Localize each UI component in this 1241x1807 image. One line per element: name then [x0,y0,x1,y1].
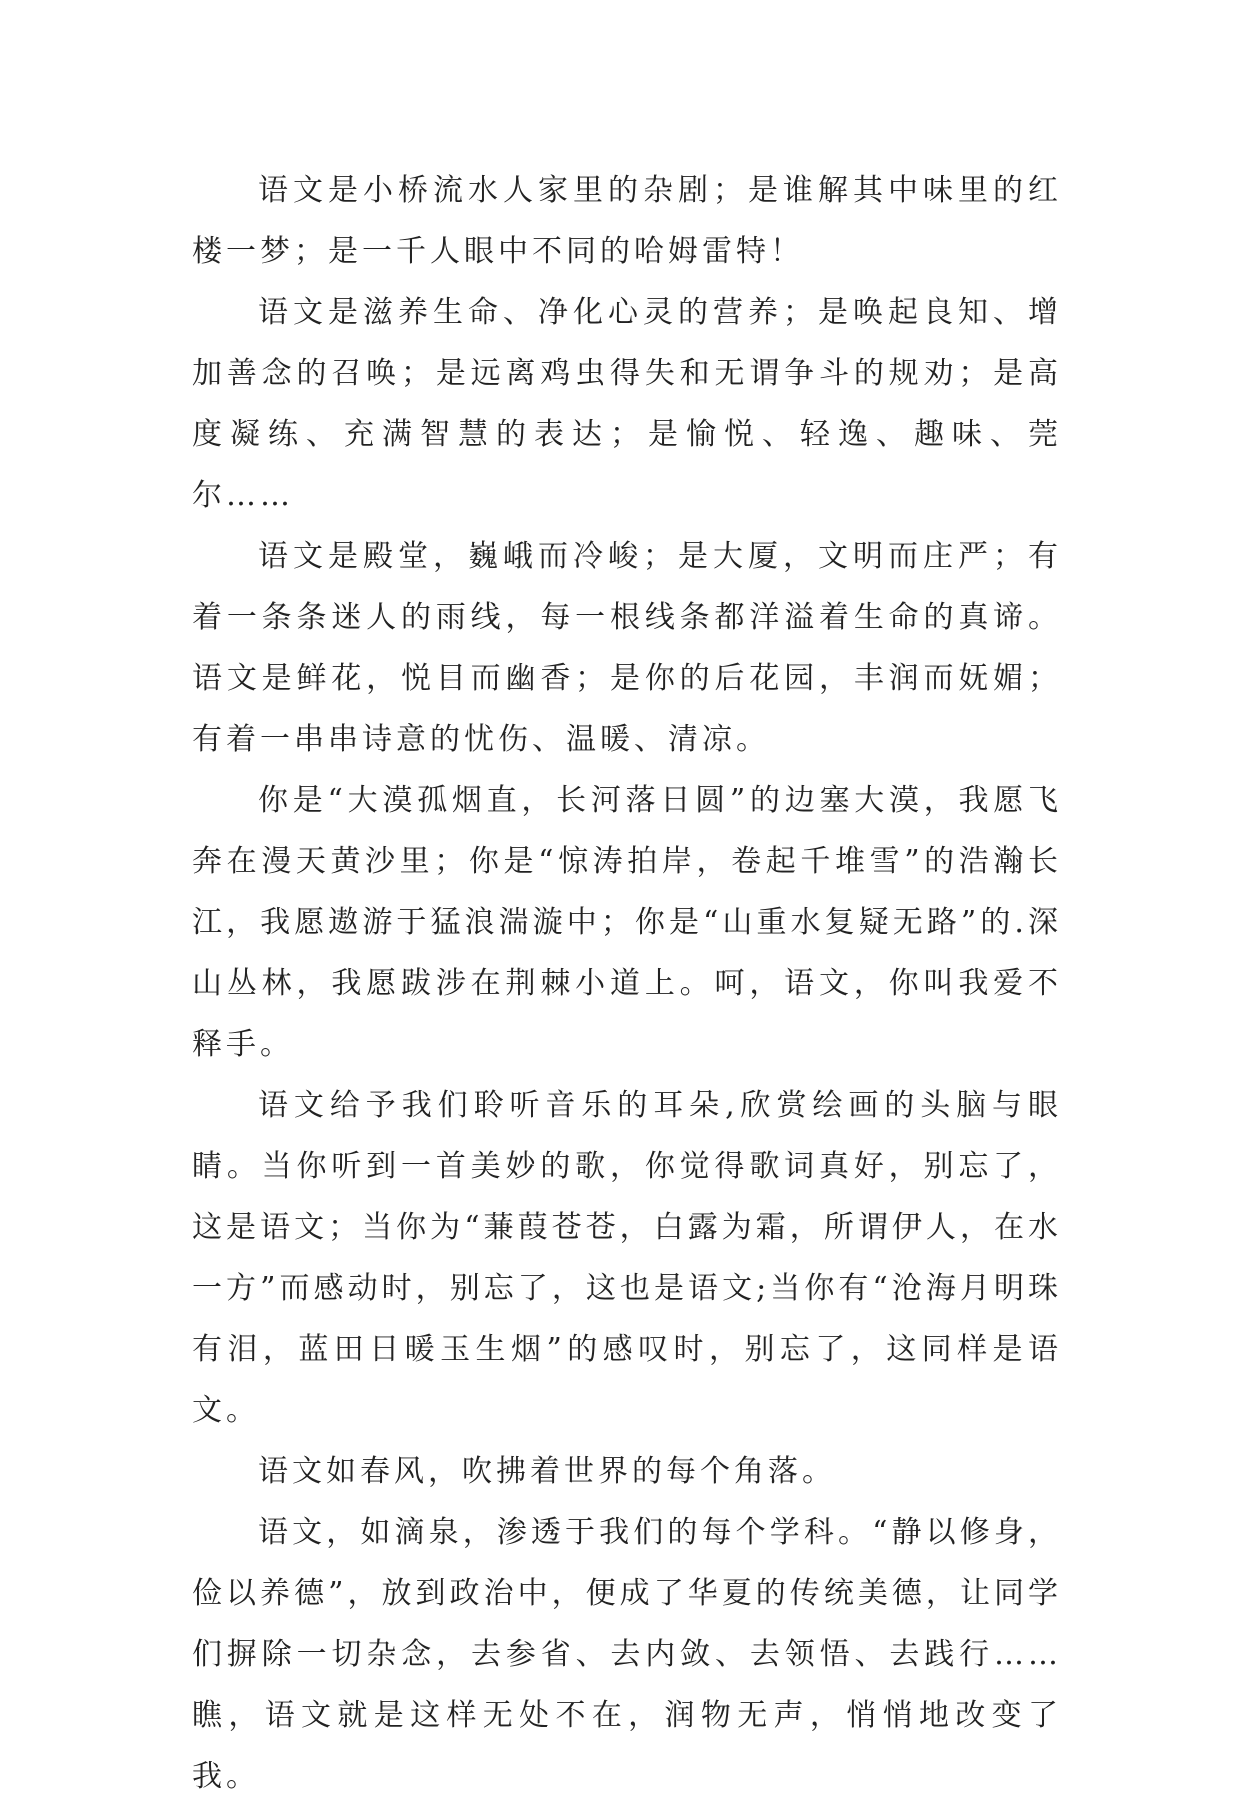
paragraph: 语文如春风，吹拂着世界的每个角落。 [258,1454,836,1489]
paragraph: 语文给予我们聆听音乐的耳朵,欣赏绘画的头脑与眼睛。当你听到一首美妙的歌，你觉得歌词真好，别忘了，这是语文；当你为“蒹葭苍苍，白露为霜，所谓伊人，在水一方”而感动时，别忘了，这也是语文;当你有“沧海月明珠有泪，蓝田日暖玉生烟”的感叹时，别忘了，这同样是语文。 [192,1088,1062,1428]
paragraph: 你是“大漠孤烟直，长河落日圆”的边塞大漠，我愿飞奔在漫天黄沙里；你是“惊涛拍岸，卷起千堆雪”的浩瀚长江，我愿遨游于猛浪湍漩中；你是“山重水复疑无路”的.深山丛林，我愿跋涉在荆棘小道上。呵，语文，你叫我爱不释手。 [192,783,1062,1062]
essay-body [192,160,1062,1807]
paragraph: 语文是小桥流水人家里的杂剧；是谁解其中味里的红楼一梦；是一千人眼中不同的哈姆雷特！ [192,173,1062,269]
paragraph: 语文是殿堂，巍峨而冷峻；是大厦，文明而庄严；有着一条条迷人的雨线，每一根线条都洋溢着生命的真谛。语文是鲜花，悦目而幽香；是你的后花园，丰润而妩媚；有着一串串诗意的忧伤、温暖、清凉。 [192,539,1062,757]
paragraph: 语文，如滴泉，渗透于我们的每个学科。“静以修身，俭以养德”，放到政治中，便成了华夏的传统美德，让同学们摒除一切杂念，去参省、去内敛、去领悟、去践行……瞧，语文就是这样无处不在，润物无声，悄悄地改变了我。 [192,1515,1062,1794]
paragraph: 语文是滋养生命、净化心灵的营养；是唤起良知、增加善念的召唤；是远离鸡虫得失和无谓争斗的规劝；是高度凝练、充满智慧的表达；是愉悦、轻逸、趣味、莞尔…… [192,295,1062,513]
